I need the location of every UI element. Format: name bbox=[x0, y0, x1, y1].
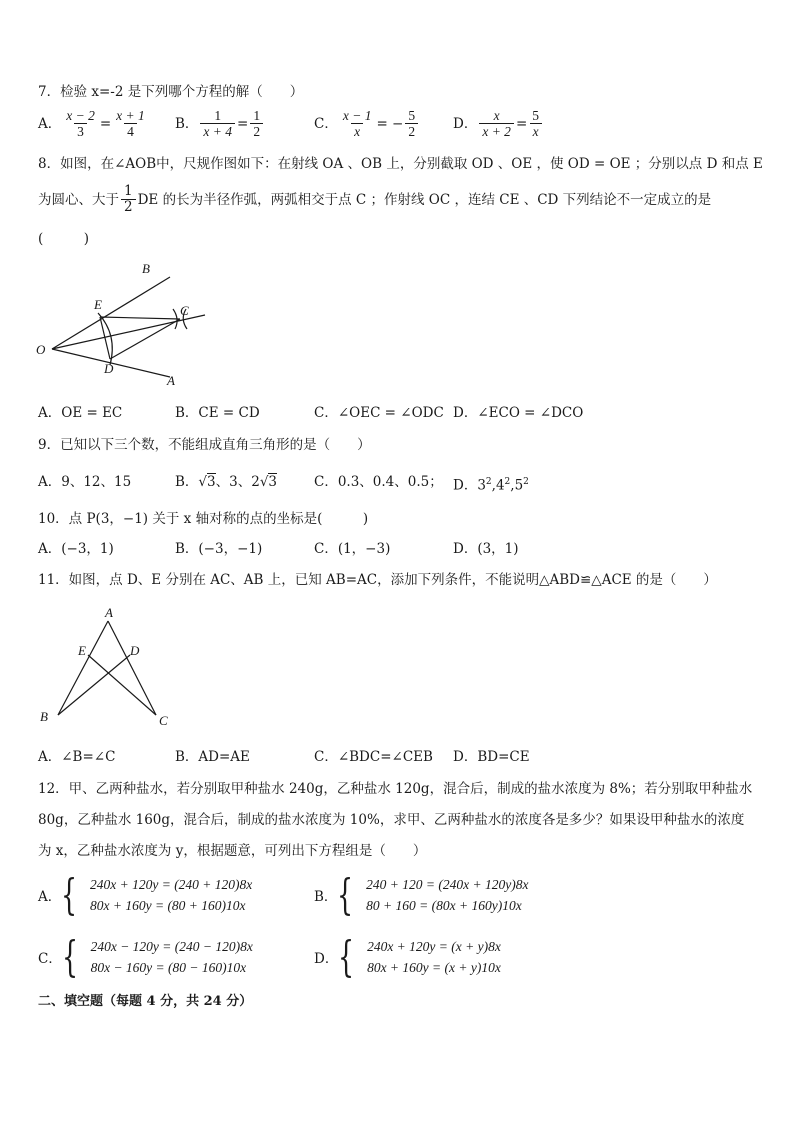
label-b: B bbox=[142, 261, 150, 276]
brace: { bbox=[337, 870, 354, 919]
q11-option-a[interactable]: A．∠B=∠C bbox=[38, 749, 116, 765]
label-d: D bbox=[130, 643, 140, 658]
fraction: $\frac{x}{x + 2}$ bbox=[479, 108, 514, 139]
q10-option-d[interactable]: D．(3，1) bbox=[453, 541, 519, 557]
q8-option-b[interactable]: B．CE = CD bbox=[175, 405, 260, 421]
fraction: $\frac{x - 2}{3}$ bbox=[66, 108, 95, 139]
q7-option-d[interactable]: D． $\frac{x}{x + 2}$ = $\frac{5}{x}$ bbox=[453, 108, 544, 139]
q8-option-c[interactable]: C．∠OEC = ∠ODC bbox=[314, 405, 444, 421]
q8-stem-line1: 8．如图，在∠AOB中，尺规作图如下：在射线 OA 、OB 上，分别截取 OD 、OE ，使 OD = OE ；分别以点 D 和点 E bbox=[38, 156, 763, 172]
section-heading: 二、填空题（每题 4 分，共 24 分） bbox=[38, 994, 253, 1009]
label-e: E bbox=[94, 297, 102, 312]
q9-option-d[interactable]: D．$3^2,4^2,5^2$ bbox=[453, 477, 529, 494]
q7-stem: 7．检验 x=-2 是下列哪个方程的解（ ） bbox=[38, 84, 304, 100]
q9-stem: 9．已知以下三个数，不能组成直角三角形的是（ ） bbox=[38, 437, 371, 453]
q11-stem: 11．如图，点 D、E 分别在 AC、AB 上，已知 AB=AC，添加下列条件，不能说明△ABD≌△ACE 的是（ ） bbox=[38, 572, 717, 588]
fraction: $\frac{x - 1}{x}$ bbox=[342, 108, 372, 139]
q8-option-a[interactable]: A．OE = EC bbox=[38, 405, 123, 421]
q12-stem-line1: 12．甲、乙两种盐水，若分别取甲种盐水 240g，乙种盐水 120g，混合后，制成的盐水浓度为 8%；若分别取甲种盐水 bbox=[38, 781, 753, 797]
q7-option-c[interactable]: C． $\frac{x - 1}{x}$ = − $\frac{5}{2}$ bbox=[314, 108, 420, 139]
q9-option-a[interactable]: A．9、12、15 bbox=[38, 474, 132, 490]
q12-option-b[interactable]: B． { 240 + 120 = (240x + 120y)8x 80 + 160 = (80x + 160y)10x bbox=[314, 870, 529, 919]
q12-option-d[interactable]: D． { 240x + 120y = (x + y)8x 80x + 160y = (x + y)10x bbox=[314, 932, 501, 981]
fraction: $\frac{5}{2}$ bbox=[405, 108, 418, 139]
segment-dc bbox=[110, 319, 180, 359]
q12-stem-line2: 80g，乙种盐水 160g，混合后，制成的盐水浓度为 10%，求甲、乙两种盐水的浓度各是多少？如果设甲种盐水的浓度 bbox=[38, 812, 745, 828]
sqrt-symbol: √ bbox=[259, 474, 269, 490]
q12-stem-line3: 为 x，乙种盐水浓度为 y，根据题意，可列出下方程组是（ ） bbox=[38, 843, 427, 859]
q9-option-c[interactable]: C．0.3、0.4、0.5； bbox=[314, 474, 443, 490]
q10-option-b[interactable]: B．(−3，−1) bbox=[175, 541, 263, 557]
q7-option-a[interactable]: A． $\frac{x - 2}{3}$ = $\frac{x + 1}{4}$ bbox=[38, 108, 150, 139]
label-o: O bbox=[36, 342, 46, 357]
q12-option-c[interactable]: C． { 240x − 120y = (240 − 120)8x 80x − 160y = (80 − 160)10x bbox=[38, 932, 253, 981]
fraction: $\frac{1}{2}$ bbox=[250, 108, 263, 139]
q10-stem: 10．点 P(3，−1) 关于 x 轴对称的点的坐标是( ) bbox=[38, 511, 369, 527]
segment-ab bbox=[58, 621, 108, 715]
segment-ce bbox=[88, 655, 156, 715]
q12-option-a[interactable]: A． { 240x + 120y = (240 + 120)8x 80x + 160y = (80 + 160)10x bbox=[38, 870, 253, 919]
fraction: $\frac{x + 1}{4}$ bbox=[116, 108, 145, 139]
fraction-half: $\frac{1}{2}$ bbox=[121, 184, 136, 215]
q11-option-c[interactable]: C．∠BDC=∠CEB bbox=[314, 749, 433, 765]
brace: { bbox=[338, 932, 355, 981]
q10-option-a[interactable]: A．(−3，1) bbox=[38, 541, 114, 557]
label-a: A bbox=[105, 605, 113, 620]
q11-option-b[interactable]: B．AD=AE bbox=[175, 749, 250, 765]
fraction: $\frac{1}{x + 4}$ bbox=[200, 108, 235, 139]
q11-option-d[interactable]: D．BD=CE bbox=[453, 749, 530, 765]
fraction: $\frac{5}{x}$ bbox=[529, 108, 542, 139]
label-a: A bbox=[167, 373, 175, 388]
brace: { bbox=[61, 870, 78, 919]
q8-option-d[interactable]: D．∠ECO = ∠DCO bbox=[453, 405, 584, 421]
q8-stem-line2: 为圆心、大于 $\frac{1}{2}$ DE 的长为半径作弧，两弧相交于点 C ；作射线 OC ，连结 CE 、CD 下列结论不一定成立的是 bbox=[38, 183, 712, 215]
label-c: C bbox=[159, 713, 168, 728]
q11-figure bbox=[36, 603, 176, 733]
q7-option-b[interactable]: B． $\frac{1}{x + 4}$ = $\frac{1}{2}$ bbox=[175, 108, 265, 139]
q8-figure bbox=[30, 255, 220, 390]
sqrt-symbol: √ bbox=[198, 474, 208, 490]
segment-ec bbox=[100, 317, 180, 319]
q9-option-b[interactable]: B．√3、3、2√3 bbox=[175, 474, 278, 490]
ray-oc bbox=[52, 315, 205, 349]
label-c: C bbox=[180, 303, 189, 318]
label-b: B bbox=[40, 709, 48, 724]
segment-bd bbox=[58, 655, 130, 715]
label-e: E bbox=[78, 643, 86, 658]
brace: { bbox=[61, 932, 78, 981]
label-d: D bbox=[104, 361, 114, 376]
q8-answer-paren: ( ) bbox=[38, 231, 90, 247]
q10-option-c[interactable]: C．(1，−3) bbox=[314, 541, 391, 557]
